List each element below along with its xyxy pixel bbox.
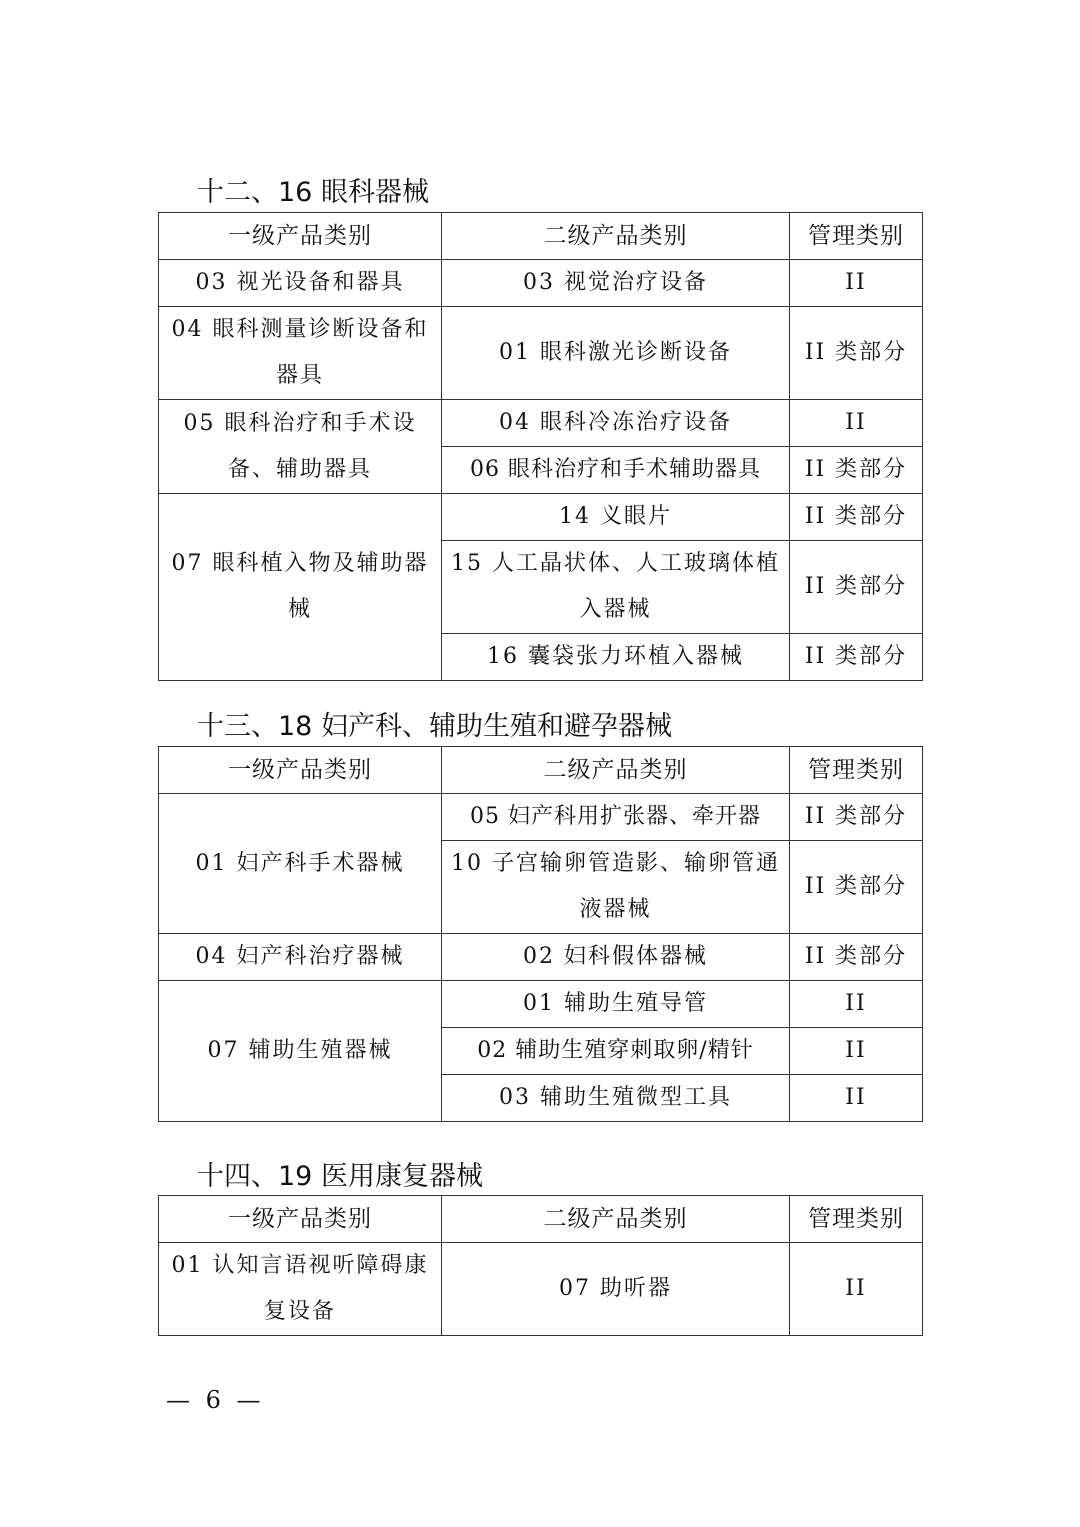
- section-title-12: 十二、16 眼科器械: [197, 177, 429, 208]
- level2-cell: 05 妇产科用扩张器、牵开器: [442, 794, 790, 841]
- level2-cell: 16 囊袋张力环植入器械: [442, 634, 790, 681]
- level2-cell: 03 辅助生殖微型工具: [442, 1075, 790, 1122]
- level2-cell: 07 助听器: [442, 1243, 790, 1336]
- table-row: [159, 934, 923, 981]
- header-level1: 一级产品类别: [159, 747, 442, 794]
- level1-cell: 01 妇产科手术器械: [159, 794, 442, 934]
- mgmt-cell: II: [790, 981, 923, 1028]
- header-mgmt: 管理类别: [790, 747, 923, 794]
- table-ophthalmic-devices: [158, 212, 923, 681]
- header-level1: 一级产品类别: [159, 1196, 442, 1243]
- mgmt-cell: II 类部分: [790, 541, 923, 634]
- level2-cell: 15 人工晶状体、人工玻璃体植入器械: [442, 541, 790, 634]
- table-row: [159, 981, 923, 1028]
- mgmt-cell: II 类部分: [790, 841, 923, 934]
- section-title-14: 十四、19 医用康复器械: [197, 1161, 483, 1192]
- level1-cell: 04 妇产科治疗器械: [159, 934, 442, 981]
- level1-cell: 05 眼科治疗和手术设备、辅助器具: [159, 400, 442, 494]
- level1-cell: 07 眼科植入物及辅助器械: [159, 494, 442, 681]
- table-header-row: [159, 1196, 923, 1243]
- header-level2: 二级产品类别: [442, 747, 790, 794]
- level2-cell: 01 眼科激光诊断设备: [442, 307, 790, 400]
- mgmt-cell: II 类部分: [790, 794, 923, 841]
- mgmt-cell: II 类部分: [790, 934, 923, 981]
- level2-cell: 04 眼科冷冻治疗设备: [442, 400, 790, 447]
- mgmt-cell: II 类部分: [790, 447, 923, 494]
- table-row: [159, 307, 923, 400]
- header-mgmt: 管理类别: [790, 1196, 923, 1243]
- table-row: [159, 400, 923, 447]
- mgmt-cell: II: [790, 1075, 923, 1122]
- level1-cell: 03 视光设备和器具: [159, 260, 442, 307]
- header-level2: 二级产品类别: [442, 1196, 790, 1243]
- header-level1: 一级产品类别: [159, 213, 442, 260]
- mgmt-cell: II: [790, 1028, 923, 1075]
- level2-cell: 03 视觉治疗设备: [442, 260, 790, 307]
- mgmt-cell: II: [790, 1243, 923, 1336]
- table-row: [159, 1243, 923, 1336]
- table-header-row: [159, 747, 923, 794]
- mgmt-cell: II: [790, 400, 923, 447]
- mgmt-cell: II 类部分: [790, 634, 923, 681]
- section-title-13: 十三、18 妇产科、辅助生殖和避孕器械: [197, 711, 672, 742]
- level1-cell: 01 认知言语视听障碍康复设备: [159, 1243, 442, 1336]
- level1-cell: 07 辅助生殖器械: [159, 981, 442, 1122]
- level2-cell: 02 辅助生殖穿刺取卵/精针: [442, 1028, 790, 1075]
- level2-cell: 06 眼科治疗和手术辅助器具: [442, 447, 790, 494]
- table-rehabilitation-devices: [158, 1195, 923, 1336]
- table-header-row: [159, 213, 923, 260]
- level2-cell: 01 辅助生殖导管: [442, 981, 790, 1028]
- mgmt-cell: II 类部分: [790, 494, 923, 541]
- level2-cell: 10 子宫输卵管造影、输卵管通液器械: [442, 841, 790, 934]
- level2-cell: 02 妇科假体器械: [442, 934, 790, 981]
- mgmt-cell: II: [790, 260, 923, 307]
- header-level2: 二级产品类别: [442, 213, 790, 260]
- page-number: — 6 —: [166, 1386, 265, 1414]
- mgmt-cell: II 类部分: [790, 307, 923, 400]
- level1-cell: 04 眼科测量诊断设备和器具: [159, 307, 442, 400]
- table-row: [159, 794, 923, 841]
- level2-cell: 14 义眼片: [442, 494, 790, 541]
- table-row: [159, 260, 923, 307]
- table-row: [159, 494, 923, 541]
- header-mgmt: 管理类别: [790, 213, 923, 260]
- table-obstetric-devices: [158, 746, 923, 1122]
